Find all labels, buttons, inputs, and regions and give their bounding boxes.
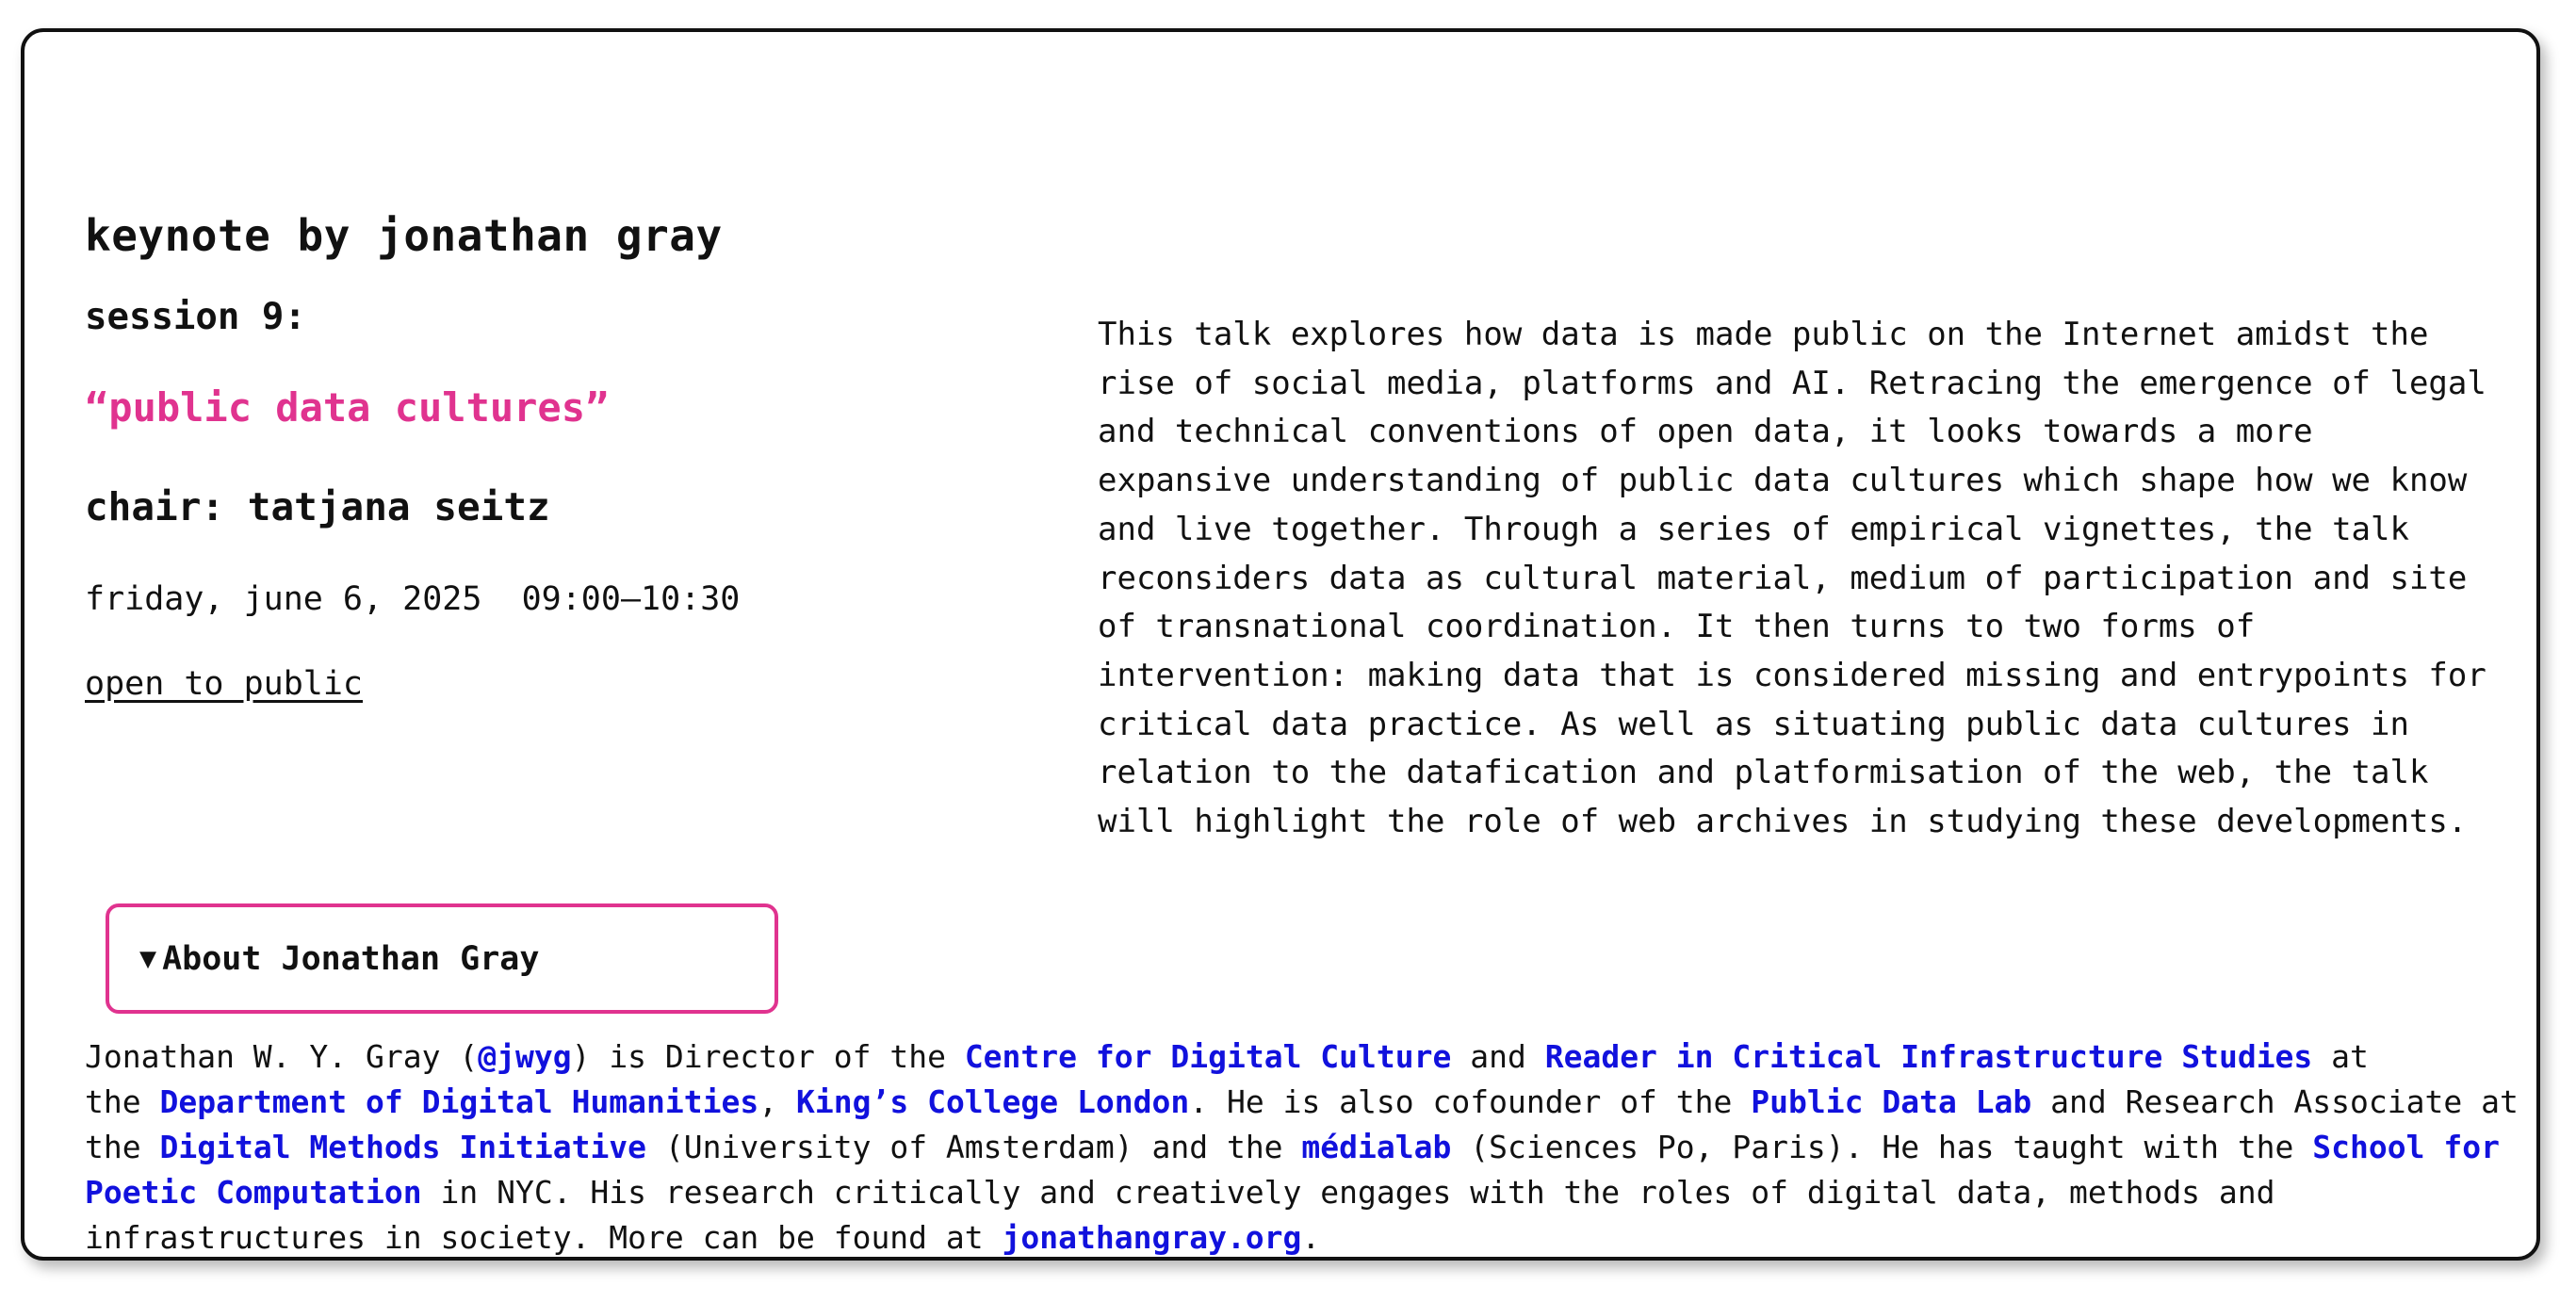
bio-text: , [758, 1083, 796, 1120]
about-speaker-label: About Jonathan Gray [162, 939, 540, 978]
bio-text: . He is also cofounder of the [1189, 1083, 1752, 1120]
school-poetic-computation-link[interactable]: School for Poetic Computation [85, 1129, 2500, 1211]
bio-text: in NYC. His research critically and creatively engages with the roles of digital data, methods and infrastructures in society. More can be found at [85, 1174, 2275, 1256]
medialab-link[interactable]: médialab [1301, 1129, 1452, 1165]
event-card [21, 28, 2540, 1261]
talk-abstract: This talk explores how data is made public on the Internet amidst the rise of social media, platforms and AI. Retracing the emergence of legal and technical conventions of open data, it looks towards a more expansive understanding of public data cultures which shape how we know and live together. Through a series of empirical vignettes, the talk reconsiders data as cultural material, medium of participation and site of transnational coordination. It then turns to two forms of intervention: making data that is considered missing and entrypoints for critical data practice. As well as situating public data cultures in relation to the datafication and platformisation of the web, the talk will highlight the role of web archives in studying these developments. [1098, 316, 2486, 841]
public-data-lab-link[interactable]: Public Data Lab [1751, 1083, 2032, 1120]
open-to-public-link[interactable]: open to public [85, 665, 364, 703]
bio-text: Jonathan W. Y. Gray ( [85, 1038, 479, 1075]
bio-text: ) is Director of the [571, 1038, 965, 1075]
event-datetime: friday, june 6, 2025 09:00–10:30 [85, 580, 741, 618]
bio-text: and Research Associate at the [85, 1083, 2519, 1165]
bio-text: (Sciences Po, Paris). He has taught with the [1451, 1129, 2313, 1165]
event-title: keynote by jonathan gray [85, 210, 723, 261]
bio-text: (University of Amsterdam) and the [646, 1129, 1302, 1165]
personal-website-link[interactable]: jonathangray.org [1002, 1219, 1302, 1256]
department-digital-humanities-link[interactable]: Department of Digital Humanities [159, 1083, 759, 1120]
session-chair: chair: tatjana seitz [85, 484, 550, 529]
speaker-bio [85, 1034, 2553, 1261]
session-number: session 9: [85, 296, 306, 338]
kings-college-london-link[interactable]: King’s College London [796, 1083, 1190, 1120]
centre-digital-culture-link[interactable]: Centre for Digital Culture [964, 1038, 1452, 1075]
bio-text: at the [85, 1038, 2369, 1120]
event-details [85, 209, 1027, 703]
session-name: “public data cultures” [85, 384, 610, 431]
digital-methods-initiative-link[interactable]: Digital Methods Initiative [159, 1129, 647, 1165]
twitter-handle-link[interactable]: @jwyg [478, 1038, 572, 1075]
bio-text: . [1301, 1219, 1321, 1256]
bio-text: and [1451, 1038, 1545, 1075]
reader-critical-infrastructure-link[interactable]: Reader in Critical Infrastructure Studies [1544, 1038, 2313, 1075]
about-speaker-toggle[interactable] [106, 903, 778, 1014]
triangle-down-icon: ▼ [139, 942, 157, 975]
